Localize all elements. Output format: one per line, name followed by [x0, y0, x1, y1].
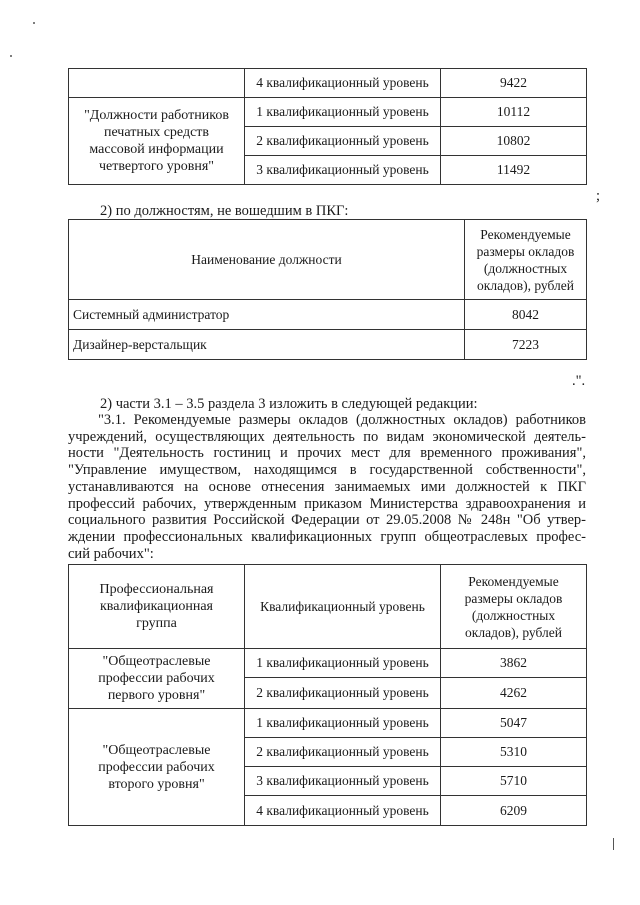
paragraph-line: устанавливаются на основе отнесения занимаемых ими должностей к ПКГ — [68, 478, 586, 495]
salary-cell: 7223 — [465, 330, 587, 360]
level-cell: 4 квалификационный уровень — [245, 796, 441, 826]
group-cell: "Общеотраслевые профессии рабочих первого уровня" — [69, 649, 245, 709]
level-cell: 2 квалификационный уровень — [245, 738, 441, 767]
salary-cell: 5047 — [441, 709, 587, 738]
salary-cell: 8042 — [465, 300, 587, 330]
paragraph-3-1 — [68, 412, 586, 562]
column-header-group: Профессиональная квалификационная группа — [69, 565, 245, 649]
salary-cell: 4262 — [441, 678, 587, 709]
column-header-name: Наименование должности — [69, 220, 465, 300]
paragraph-line: "3.1. Рекомендуемые размеры окладов (должностных окладов) работников — [98, 412, 586, 428]
table-header-row — [69, 565, 587, 649]
salary-cell: 6209 — [441, 796, 587, 826]
paragraph-line: ности "Деятельность гостиниц и прочих мест для временного проживания", — [68, 445, 586, 462]
level-cell: 2 квалификационный уровень — [245, 678, 441, 709]
salary-cell: 5310 — [441, 738, 587, 767]
item-text: 2) части 3.1 – 3.5 раздела 3 изложить в следующей редакции: — [100, 396, 478, 412]
level-cell: 2 квалификационный уровень — [245, 127, 441, 156]
table-row — [69, 649, 587, 678]
table-row — [69, 69, 587, 98]
group-cell: "Должности работников печатных средств массовой информации четвертого уровня" — [69, 98, 245, 185]
empty-cell — [69, 69, 245, 98]
salary-cell: 10802 — [441, 127, 587, 156]
salary-cell: 11492 — [441, 156, 587, 185]
table-row — [69, 709, 587, 738]
table-worker-professions — [68, 564, 587, 826]
level-cell: 3 квалификационный уровень — [245, 767, 441, 796]
salary-cell: 3862 — [441, 649, 587, 678]
salary-cell: 10112 — [441, 98, 587, 127]
table-header-row — [69, 220, 587, 300]
table-end-mark: .". — [572, 373, 586, 389]
paragraph-line: ждении профессиональных квалификационных групп общеотраслевых профес- — [68, 528, 586, 545]
paragraph-line: профессий рабочих, утвержденным приказом Министерства здравоохранения и — [68, 495, 586, 512]
paragraph-line: сий рабочих": — [68, 545, 154, 562]
group-cell: "Общеотраслевые профессии рабочих второго уровня" — [69, 709, 245, 826]
level-cell: 1 квалификационный уровень — [245, 98, 441, 127]
level-cell: 4 квалификационный уровень — [245, 69, 441, 98]
table-row — [69, 330, 587, 360]
salary-cell: 5710 — [441, 767, 587, 796]
column-header-salary: Рекомендуемые размеры окладов (должностных окладов), рублей — [441, 565, 587, 649]
level-cell: 1 квалификационный уровень — [245, 649, 441, 678]
table-publishing-staff — [68, 68, 587, 185]
table-end-mark: ; — [596, 188, 601, 204]
table-other-positions — [68, 219, 587, 360]
scan-speck — [33, 22, 35, 24]
section-heading: 2) по должностям, не вошедшим в ПКГ: — [100, 203, 349, 219]
column-header-level: Квалификационный уровень — [245, 565, 441, 649]
paragraph-line: "Управление имуществом, находящимся в государственной собственности", — [68, 462, 586, 479]
level-cell: 1 квалификационный уровень — [245, 709, 441, 738]
salary-cell: 9422 — [441, 69, 587, 98]
paragraph-line: учреждений, осуществляющих деятельность по видам экономической деятель- — [68, 428, 586, 445]
table-row — [69, 300, 587, 330]
column-header-salary: Рекомендуемые размеры окладов (должностных окладов), рублей — [465, 220, 587, 300]
scan-speck — [613, 838, 614, 850]
table-row — [69, 98, 587, 127]
level-cell: 3 квалификационный уровень — [245, 156, 441, 185]
paragraph-line: социального развития Российской Федерации от 29.05.2008 № 248н "Об утвер- — [68, 512, 586, 529]
position-cell: Системный администратор — [69, 300, 465, 330]
scan-speck — [10, 55, 12, 57]
position-cell: Дизайнер-верстальщик — [69, 330, 465, 360]
